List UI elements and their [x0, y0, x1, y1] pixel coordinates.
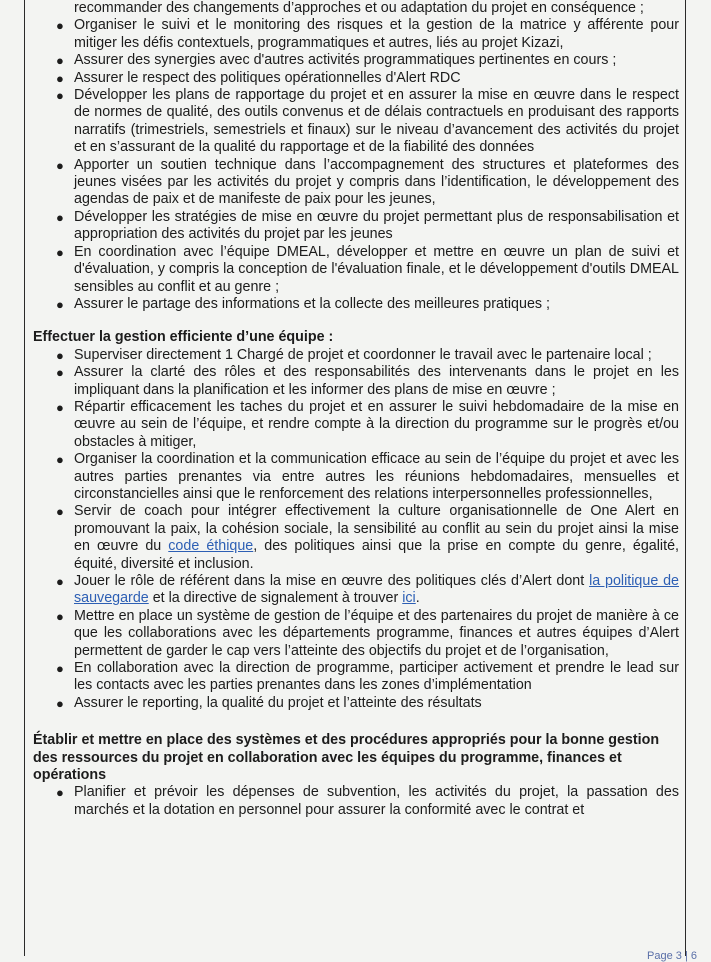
bullet-icon: ●	[56, 157, 64, 173]
bullet-icon: ●	[56, 18, 64, 34]
list-item: ● Organiser le suivi et le monitoring des risques et la gestion de la matrice y afférente pour mitiger les défis contextuels, programmatiques et autres, liés au projet Kizazi,	[56, 17, 679, 51]
list-item: ● Développer les stratégies de mise en œuvre du projet permettant plus de responsabilisation et appropriation des activités du projet par les jeunes	[56, 208, 679, 243]
code-ethique-link[interactable]: code éthique	[168, 538, 254, 555]
bullet-icon: ●	[56, 296, 64, 312]
bullet-icon: ●	[56, 504, 64, 520]
list-item: ● Répartir efficacement les taches du projet et en assurer le suivi hebdomadaire de la mise en œuvre au sein de l’équipe, et rendre compte à la direction du programme sur le progrès et/ou obstacles à mitiger,	[56, 398, 679, 450]
list-item: ● Assurer des synergies avec d'autres activités programmatiques pertinentes en cours ;	[56, 52, 617, 69]
list-item: ● Assurer le reporting, la qualité du projet et l’atteinte des résultats	[56, 694, 482, 711]
bullet-icon: ●	[56, 785, 64, 801]
list-item: ● Assurer le partage des informations et la collecte des meilleures pratiques ;	[56, 295, 551, 312]
section1-list	[33, 0, 679, 313]
list-item: ● Jouer le rôle de référent dans la mise en œuvre des politiques clés d’Alert dont la politique de sauvegarde et la directive de signalement à trouver ici.	[56, 573, 680, 607]
list-item: ● Servir de coach pour intégrer effectivement la culture organisationnelle de One Alert en promouvant la paix, la cohésion sociale, la sensibilité au conflit au sein du projet ainsi la mise en œuvre du code éthique, des politiques ainsi que la prise en compte du genre, égalité, équité, diversité et inclusion.	[56, 503, 679, 572]
politique-sauvegarde-link[interactable]: la politique de sauvegarde	[74, 573, 680, 607]
bullet-icon: ●	[56, 209, 64, 225]
bullet-icon: ●	[56, 244, 64, 260]
page-number: Page 3 | 6	[647, 950, 697, 962]
bullet-icon: ●	[56, 365, 64, 381]
bullet-icon: ●	[56, 347, 64, 363]
bullet-icon: ●	[56, 399, 64, 415]
list-item: ● Mettre en place un système de gestion de l’équipe et des partenaires du projet de manière à ce que les collaborations avec les départements programme, finances et autres équipes d’Alert permettent de garder le cap vers l’atteinte des objectifs du projet et de l’organisation,	[56, 607, 679, 659]
bullet-icon: ●	[56, 608, 64, 624]
ici-link[interactable]: ici	[402, 590, 416, 607]
section2-heading: Effectuer la gestion efficiente d’une équipe :	[33, 329, 334, 346]
section2-list	[33, 347, 679, 713]
bullet-icon: ●	[56, 70, 64, 86]
section3-list	[33, 784, 679, 819]
bullet-icon: ●	[56, 452, 64, 468]
list-item: ● En coordination avec l’équipe DMEAL, développer et mettre en œuvre un plan de suivi et d'évaluation, y compris la conception de l'évaluation finale, et le développement d'outils DMEAL sensibles au conflit et au genre ;	[56, 243, 679, 295]
document-content	[33, 0, 679, 819]
list-item: ● Apporter un soutien technique dans l’accompagnement des structures et plateformes des jeunes visées par les activités du projet y compris dans l’identification, le développement des agendas de paix et de manifeste de paix pour les jeunes,	[56, 156, 679, 208]
bullet-icon: ●	[56, 574, 64, 589]
continuation-text: recommander des changements d’approches et ou adaptation du projet en conséquence ;	[74, 0, 644, 16]
section3-heading: Établir et mettre en place des systèmes et des procédures appropriés pour la bonne gestion des ressources du projet en collaboration avec les équipes du programme, finances et opérations	[33, 732, 660, 784]
bullet-icon: ●	[56, 661, 64, 677]
list-item: ● Assurer la clarté des rôles et des responsabilités des intervenants dans le projet en les impliquant dans la planification et les informer des plans de mise en œuvre ;	[56, 364, 679, 398]
list-item: ● Superviser directement 1 Chargé de projet et coordonner le travail avec le partenaire local ;	[56, 346, 652, 363]
bullet-icon: ●	[56, 53, 64, 69]
bullet-icon: ●	[56, 695, 64, 711]
bullet-icon: ●	[56, 88, 64, 104]
list-item: ● Assurer le respect des politiques opérationnelles d'Alert RDC	[56, 69, 461, 86]
list-item: ● Organiser la coordination et la communication efficace au sein de l’équipe du projet et avec les autres parties prenantes via entre autres les réunions hebdomadaires, mensuelles et circonstancielles ainsi que le renforcement des relations interpersonnelles professionnelles,	[56, 451, 679, 502]
list-item: ● Planifier et prévoir les dépenses de subvention, les activités du projet, la passation des marchés et la dotation en personnel pour assurer la conformité avec le contrat et	[56, 784, 679, 818]
list-item: ● En collaboration avec la direction de programme, participer activement et prendre le lead sur les contacts avec les parties prenantes dans les zones d’implémentation	[56, 660, 679, 694]
list-item: ● Développer les plans de rapportage du projet et en assurer la mise en œuvre dans le respect de normes de qualité, des outils convenus et de délais contractuels en produisant des rapports narratifs (trimestriels, semestriels et finaux) sur le niveau d’avancement des activités du projet et en s’assurant de la qualité du rapportage et de la fiabilité des données	[56, 87, 679, 156]
